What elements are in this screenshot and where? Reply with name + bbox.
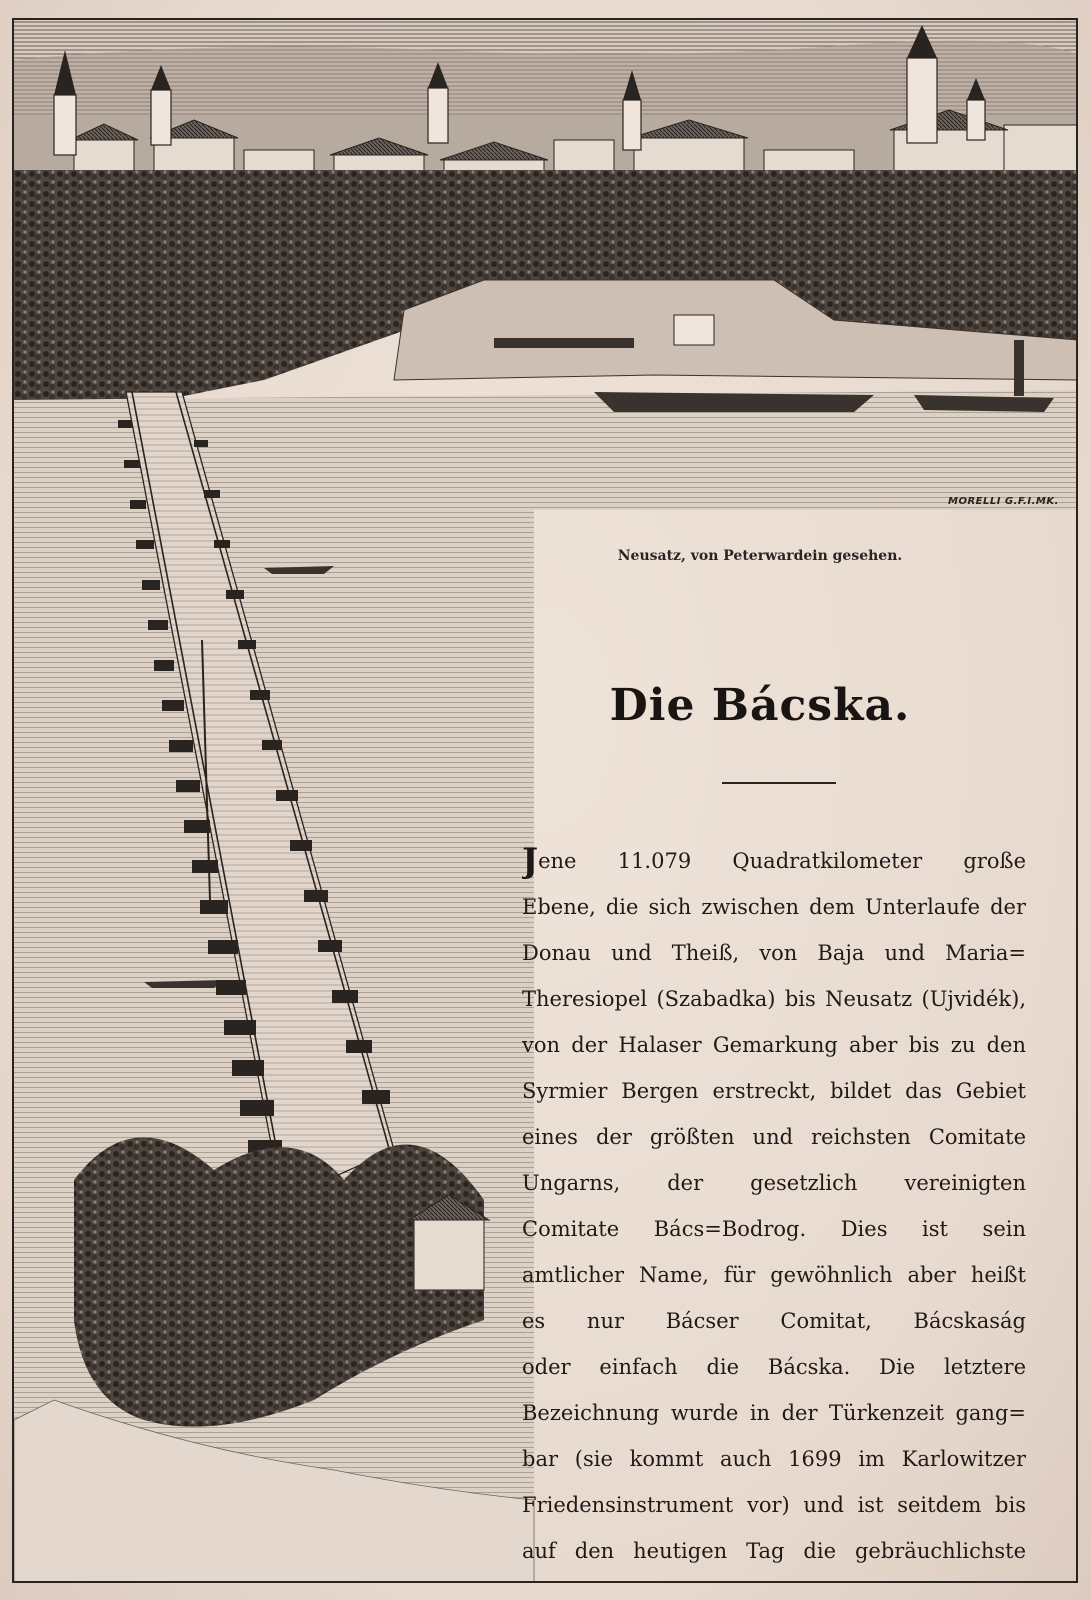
body-line: oder einfach die Bácska. Die letztere xyxy=(522,1355,1026,1379)
image-caption: Neusatz, von Peterwardein gesehen. xyxy=(617,548,903,564)
body-line: von der Halaser Gemarkung aber bis zu den xyxy=(522,1033,1026,1057)
body-line: Ungarns, der gesetzlich vereinigten xyxy=(522,1171,1026,1195)
body-line: Bezeichnung wurde in der Türkenzeit gang= xyxy=(522,1401,1026,1425)
artist-signature: MORELLI G.F.I.MK. xyxy=(948,496,1059,507)
body-line: Theresiopel (Szabadka) bis Neusatz (Ujvidék), xyxy=(522,987,1026,1011)
body-line: Jene 11.079 Quadratkilometer große xyxy=(522,841,1026,881)
chapter-heading: Die Bácska. xyxy=(609,680,911,731)
body-line: Donau und Theiß, von Baja und Maria= xyxy=(522,941,1026,965)
body-line: Friedensinstrument vor) und ist seitdem bis xyxy=(522,1493,1026,1517)
body-line: es nur Bácser Comitat, Bácskaság xyxy=(522,1309,1026,1333)
body-text xyxy=(522,838,1026,1574)
body-line: Comitate Bács=Bodrog. Dies ist sein xyxy=(522,1217,1026,1241)
body-line: eines der größten und reichsten Comitate xyxy=(522,1125,1026,1149)
heading-rule xyxy=(722,782,836,784)
body-line: bar (sie kommt auch 1699 im Karlowitzer xyxy=(522,1447,1026,1471)
body-line: Ebene, die sich zwischen dem Unterlaufe der xyxy=(522,895,1026,919)
drop-cap: J xyxy=(522,841,539,881)
body-line: Syrmier Bergen erstreckt, bildet das Gebiet xyxy=(522,1079,1026,1103)
body-line: amtlicher Name, für gewöhnlich aber heißt xyxy=(522,1263,1026,1287)
body-line: auf den heutigen Tag die gebräuchlichste xyxy=(522,1539,1026,1563)
